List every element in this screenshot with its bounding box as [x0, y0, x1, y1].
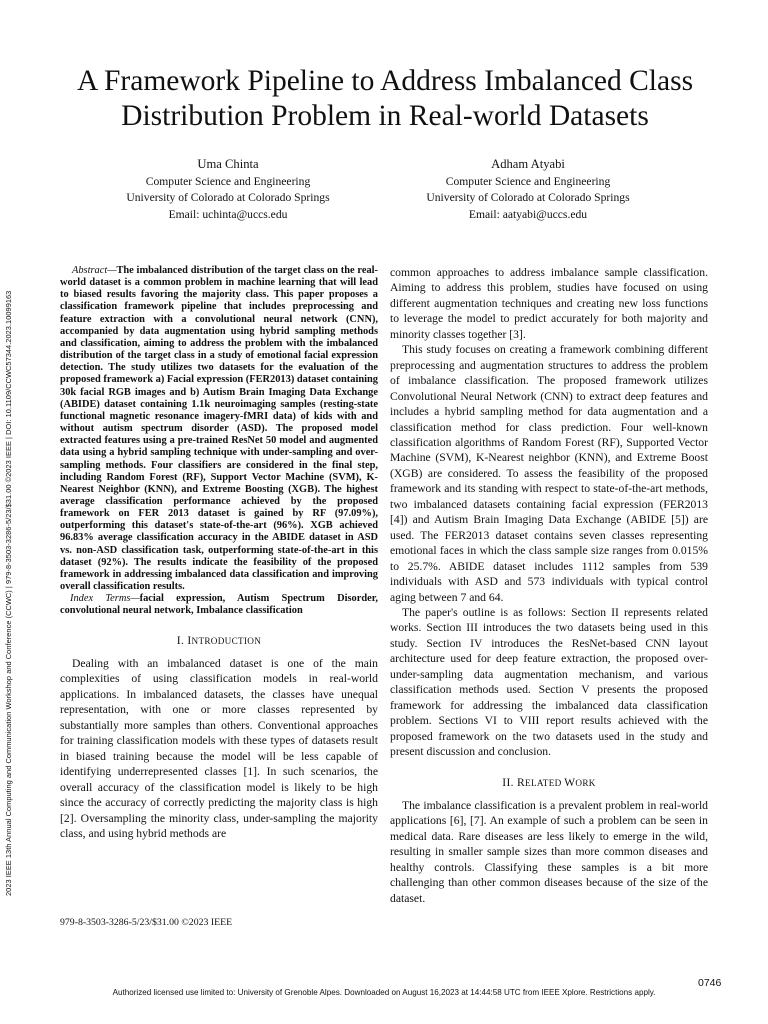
- body-paragraph: The imbalance classification is a prevalent problem in real-world applications [6], [7]. An example of such a problem can be seen in medical data. Rare diseases are less likely to emerge in the wild, resulting in smaller sample sizes than more common diseases and healthy controls. Classifying these samples is a bit more challenging than other common diseases because of the size of the dataset.: [390, 798, 708, 905]
- author-email: Email: uchinta@uccs.edu: [168, 207, 288, 221]
- section-heading-introduction: I. INTRODUCTION: [176, 633, 262, 647]
- author-dept: Computer Science and Engineering: [145, 174, 311, 188]
- author-univ: University of Colorado at Colorado Springs: [126, 191, 330, 204]
- abstract: [60, 265, 378, 593]
- index-terms-text: facial expression, Autism Spectrum Disorder, convolutional neural network, Imbalance classification: [60, 593, 378, 617]
- author-univ: University of Colorado at Colorado Springs: [426, 191, 630, 204]
- author-name: Uma Chinta: [197, 157, 259, 171]
- abstract-text: The imbalanced distribution of the target class on the real-world dataset is a common problem in machine learning that will lead to biased results favoring the majority class. This paper proposes a classification framework pipeline that includes preprocessing and feature extraction with a convolutional neural network (CNN), accompanied by data augmentation using hybrid sampling methods and classification, aiming to address the problem with the imbalanced distribution of the target class in a study of emotional facial expression detection. The study utilizes two datasets for the evaluation of the proposed framework a) Facial expression (FER2013) dataset containing 30k facial RGB images and b) Autism Brain Imaging Data Exchange (ABIDE) dataset containing 1.1k neuroimaging samples (resting-state functional magnetic resonance imagery-fMRI data) of kids with and without autism spectrum disorder (ASD). The proposed model extracted features using a pre-trained ResNet 50 model and augmented data using a hybrid sampling technique with under-sampling and over-sampling methods. Four classifiers are considered in the final step, including Random Forest (RF), Support Vector Machine (SVM), K-Nearest Neighbor (KNN), and Extreme Boosting (XGB). The highest average classification performance achieved by the proposed framework on FER 2013 dataset is gained by RF (97.09%), outperforming this dataset's state-of-the-art (96%). XGB achieved 96.83% average classification accuracy in the ABIDE dataset in ASD vs. non-ASD classification task, outperforming state-of-the-art in this dataset (92%). The results indicate the feasibility of the proposed framework in addressing imbalanced data classification and improving overall classification results.: [60, 265, 378, 593]
- right-column: [390, 265, 708, 906]
- side-doi-note: 2023 IEEE 13th Annual Computing and Communication Workshop and Conference (CCWC) | 979-8-3503-3286-5/23/$31.00 ©2023 IEEE | DOI: 10.1109/CCWC57344.2023.10099163: [4, 290, 13, 896]
- section-heading-related-work: II. RELATED WORK: [502, 775, 596, 789]
- body-paragraph: common approaches to address imbalance sample classification. Aiming to address this problem, studies have focused on using different augmentation techniques and creating new loss functions to leverage the model to predict accurately for both majority and minority classes together [3].: [390, 266, 708, 341]
- author-block-2: [378, 156, 678, 223]
- left-column: [60, 265, 378, 841]
- author-block-1: [78, 156, 378, 223]
- body-paragraph: This study focuses on creating a framework combining different preprocessing and augmentation structures to address the problem of imbalance classification. The proposed framework utilizes Convolutional Neural Network (CNN) to extract deep features and includes a hybrid sampling method for data augmentation and a classification method for class prediction. Four well-known classification algorithms of Random Forest (RF), Supported Vector Machine (SVM), K-Nearest neighbor (KNN), and Extreme Boost (XGB) are considered. To assess the feasibility of the proposed framework and its standing with respect to state-of-the-art methods, two imbalanced datasets containing facial expression (FER2013 [4]) and Autism Brain Imaging Data Exchange (ABIDE [5]) are used. The FER2013 dataset contains seven classes representing emotional faces in which the class sample size ranges from 0.015% to 25.7%. ABIDE dataset includes 1112 samples from 539 individuals with ASD and 573 individuals with typical control aging between 7 and 64.: [390, 343, 708, 604]
- license-footer: Authorized licensed use limited to: University of Grenoble Alpes. Downloaded on August 16,2023 at 14:44:58 UTC from IEEE Xplore. Restrictions apply.: [112, 988, 656, 997]
- intro-paragraph: Dealing with an imbalanced dataset is one of the main complexities of using classification models in real-world applications. In imbalanced datasets, the classes have unequal representation, with one or more classes represented by substantially more samples than others. Conventional approaches for training classification models with these types of datasets result in biased training because the model will be less capable of identifying underrepresented classes [1]. In such scenarios, the overall accuracy of the classification model is likely to be high since the accuracy of correctly predicting the majority class is high [2]. Oversampling the minority class, under-sampling the majority class, and using hybrid methods are: [60, 656, 378, 840]
- body-paragraph: The paper's outline is as follows: Section II represents related works. Section III introduces the two datasets being used in this study. Section IV introduces the ResNet-based CNN layout architecture used for deep feature extraction, the proposed over-under-sampling data augmentation mechanism, and various classification methods used. Section V presents the proposed framework for addressing the imbalanced data classification problem. Sections VI to VIII report results achieved with the proposed framework on the two datasets used in the study and present discussion and conclusion.: [390, 605, 708, 759]
- page-number: 0746: [698, 977, 722, 989]
- author-email: Email: aatyabi@uccs.edu: [468, 207, 588, 221]
- author-name: Adham Atyabi: [491, 157, 565, 171]
- paper-title: A Framework Pipeline to Address Imbalanced Class Distribution Problem in Real-world Datasets: [76, 65, 694, 132]
- index-terms: [60, 593, 378, 617]
- abstract-label: Abstract—: [72, 265, 117, 276]
- copyright-notice: 979-8-3503-3286-5/23/$31.00 ©2023 IEEE: [60, 917, 233, 928]
- index-terms-label: Index Terms—: [70, 593, 140, 605]
- author-dept: Computer Science and Engineering: [445, 174, 611, 188]
